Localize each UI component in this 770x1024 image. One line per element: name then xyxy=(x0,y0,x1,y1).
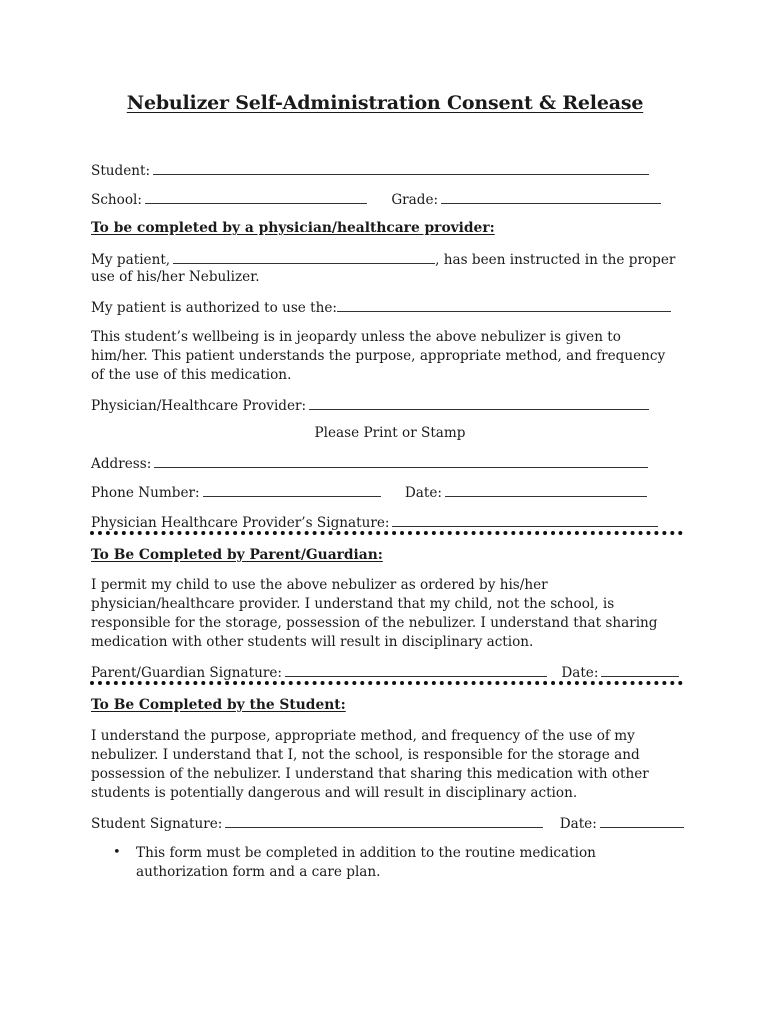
parent-section-heading: To Be Completed by Parent/Guardian: xyxy=(91,547,383,563)
student-section-heading: To Be Completed by the Student: xyxy=(91,697,346,713)
grade-input-line[interactable] xyxy=(441,190,661,204)
physician-signature-row xyxy=(91,513,658,533)
section-divider xyxy=(90,681,683,685)
student-signature-input-line[interactable] xyxy=(225,814,543,828)
medication-input-line[interactable] xyxy=(337,298,671,312)
school-label: School: xyxy=(91,192,142,208)
student-date-label: Date: xyxy=(559,816,597,832)
parent-paragraph: I permit my child to use the above nebulizer as ordered by his/her physician/healthcare provider. I understand that my child, not the school, is responsible for the storage, possession of the nebulizer. I understand that sharing medication with other students will result in disciplinary action. xyxy=(91,577,658,650)
parent-signature-label: Parent/Guardian Signature: xyxy=(91,665,282,681)
patient-suffix: , has been instructed in the proper xyxy=(435,252,676,268)
student-paragraph: I understand the purpose, appropriate method, and frequency of the use of my nebulizer. I understand that I, not the school, is responsible for the storage and possession of the nebulizer. I understand that sharing this medication with other students is potentially dangerous and will result in disciplinary action. xyxy=(91,728,649,801)
section-divider xyxy=(90,531,683,535)
bullet-icon: • xyxy=(113,845,121,860)
phone-input-line[interactable] xyxy=(203,483,381,497)
form-title: Nebulizer Self-Administration Consent & Release xyxy=(126,92,644,114)
physician-section-heading: To be completed by a physician/healthcare provider: xyxy=(91,220,495,236)
parent-signature-input-line[interactable] xyxy=(285,663,547,677)
physician-date-input-line[interactable] xyxy=(445,483,647,497)
patient-prefix: My patient, xyxy=(91,252,171,268)
patient-row xyxy=(91,250,675,270)
student-signature-label: Student Signature: xyxy=(91,816,223,832)
student-signature-row xyxy=(91,814,684,834)
parent-date-input-line[interactable] xyxy=(601,663,679,677)
wellbeing-paragraph: This student’s wellbeing is in jeopardy unless the above nebulizer is given to him/her. This patient understands the purpose, appropriate method, and frequency of the use of this medication. xyxy=(91,329,666,383)
phone-date-row xyxy=(91,483,647,503)
patient-row-line2: use of his/her Nebulizer. xyxy=(91,269,260,285)
authorized-label: My patient is authorized to use the: xyxy=(91,300,338,316)
parent-date-label: Date: xyxy=(561,665,599,681)
provider-input-line[interactable] xyxy=(309,396,649,410)
bullet-note: This form must be completed in addition to the routine medication authorization form and a care plan. xyxy=(136,845,596,880)
physician-signature-label: Physician Healthcare Provider’s Signature: xyxy=(91,515,390,531)
print-stamp-note: Please Print or Stamp xyxy=(314,425,466,441)
student-date-input-line[interactable] xyxy=(600,814,684,828)
provider-label: Physician/Healthcare Provider: xyxy=(91,398,307,414)
address-label: Address: xyxy=(91,456,152,472)
student-input-line[interactable] xyxy=(153,161,649,175)
school-input-line[interactable] xyxy=(145,190,367,204)
grade-label: Grade: xyxy=(391,192,439,208)
student-label: Student: xyxy=(91,163,151,179)
address-row xyxy=(91,454,648,474)
patient-name-input-line[interactable] xyxy=(173,250,435,264)
physician-date-label: Date: xyxy=(404,485,442,501)
physician-signature-input-line[interactable] xyxy=(392,513,658,527)
authorized-row xyxy=(91,298,671,318)
student-field-row xyxy=(91,161,649,181)
phone-label: Phone Number: xyxy=(91,485,200,501)
address-input-line[interactable] xyxy=(154,454,648,468)
provider-row xyxy=(91,396,649,416)
school-grade-row xyxy=(91,190,661,210)
parent-signature-row xyxy=(91,663,679,683)
